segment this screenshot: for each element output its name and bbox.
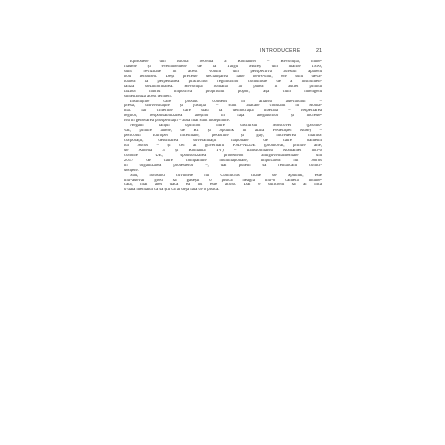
text-line: legilor, responsabilizarea aleșilor în fața alegătorilor și încrede- (124, 114, 322, 119)
text-line: o dată mentalul ca să știi că ai deja fata ce o pisică. (124, 188, 220, 193)
paragraph (124, 60, 322, 100)
paragraph (124, 100, 322, 125)
text-line: Instituțiile care produc consens în aflarea adevărului – (130, 99, 322, 104)
text-line: de Antena 3 și România TV) – transformarea României într-o (124, 148, 322, 153)
text-line: rea în generarea prosperității – abia mai sunt îndeplinite. (124, 119, 230, 124)
text-line: riadele și evenimentele de la Târgu Mureș din martie 1990, (124, 64, 322, 69)
text-line: Episodele din istoria recentă a României – Revoluția, mine- (130, 60, 322, 64)
text-line: lui Soros – și cel al guvernării PSD-ALDE (promovat, printre alte, (124, 143, 322, 148)
text-line: pericolul Europei încetinate, pedofilie și gay, încrederea marilor (124, 134, 322, 139)
text-line: taliza dezinformarea. Revoluția română ar putea fi astfel primul (124, 84, 322, 89)
text-line: nou fenomen. Deși precede declanșarea fake news-ului, ele sunt deva- (124, 74, 322, 79)
text-line: război hibrid împotriva propriului popor, așa cum inteligent (124, 89, 322, 94)
text-line: dențele. (124, 168, 139, 173)
text-line: în organizarea protestelor –, dar putem să remarcăm coinci- (124, 163, 322, 168)
text-line: colonie UE, sponsorizarea protestelor antiguvernamentale din (124, 153, 322, 158)
body-text (124, 60, 322, 193)
text-line: nia. Iar criteriile care stau la democrația liberală – respectarea (124, 109, 322, 114)
text-line: loarea la perpetuarea practicilor regimurilor comuniste de a instrumen- (124, 79, 322, 84)
paragraph (124, 124, 322, 173)
text-line: corporații, deturnarea suveranității naționale de către oamenii (124, 139, 322, 143)
text-line: cată, mai ales dacă ea nu este acolo. Dar e suficient să ai încă (124, 183, 322, 188)
section-title: INTRODUCERE (260, 48, 301, 54)
text-line: vat, printre altele, de RT și Sputnik în afara Federației Ruse) – (124, 129, 322, 134)
paragraph (124, 174, 322, 194)
page-number: 21 (316, 48, 322, 54)
text-line: 2017 de către companiile multinaționale, implicarea lui Soros (124, 158, 322, 163)
running-header (260, 48, 322, 54)
text-line: sunt revizitate în acest volum din perspectiva acestui aparent (124, 69, 322, 74)
text-line: Sau, folosind cuvintele lui Confucius citate de Sputnik, este (130, 173, 322, 178)
text-line: într-adevăr greu să găsești o pisică neagră într-o cameră întune- (124, 178, 322, 183)
text-line: sintetizează acest termen. (124, 94, 172, 99)
text-line: Negăm lanțul opririlor între discursul Moscovei (promo- (130, 124, 322, 129)
text-line: presa, universitățile și justiția – sunt atacate constant în Româ- (124, 104, 322, 109)
